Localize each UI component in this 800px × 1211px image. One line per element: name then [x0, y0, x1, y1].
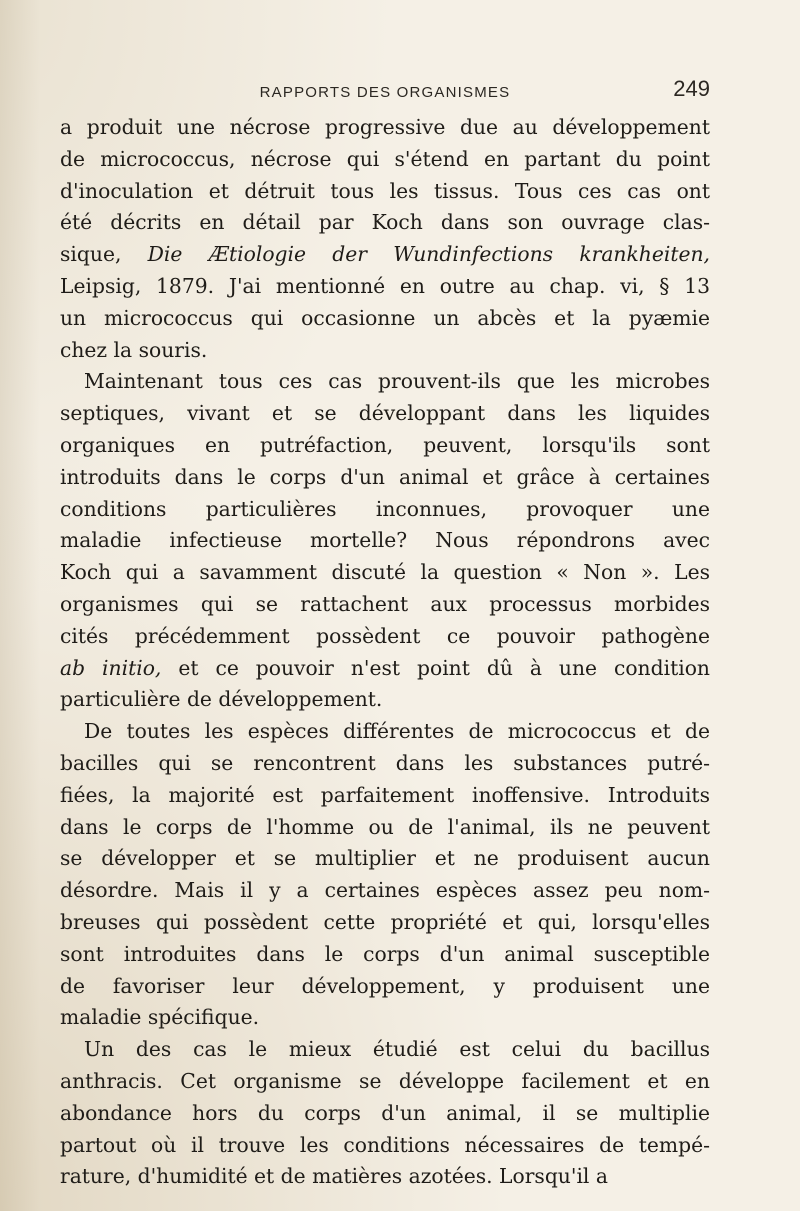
text-line: se développer et se multiplier et ne produisent aucun	[60, 846, 710, 871]
text-line: rature, d'humidité et de matières azotées. Lorsqu'il a	[60, 1164, 608, 1189]
text-segment: et ce pouvoir n'est point dû à une condition	[178, 655, 710, 680]
text-line: particulière de développement.	[60, 687, 383, 712]
page-number: 249	[673, 76, 710, 101]
text-line: d'inoculation et détruit tous les tissus. Tous ces cas ont	[60, 178, 710, 203]
text-line: Un des cas le mieux étudié est celui du bacillus	[84, 1037, 710, 1062]
text-line: organiques en putréfaction, peuvent, lorsqu'ils sont	[60, 432, 710, 457]
running-title: RAPPORTS DES ORGANISMES	[259, 84, 511, 101]
text-line: conditions particulières inconnues, provoquer une	[60, 496, 710, 521]
text-line: abondance hors du corps d'un animal, il se multiplie	[60, 1100, 710, 1125]
text-line: cités précédemment possèdent ce pouvoir pathogène	[60, 623, 710, 648]
text-line: maladie spécifique.	[60, 1005, 260, 1030]
text-line: De toutes les espèces différentes de micrococcus et de	[84, 719, 710, 744]
book-title: Die Ætiologie der Wundinfections krankheiten,	[147, 242, 710, 267]
text-line: Maintenant tous ces cas prouvent-ils que les microbes	[84, 369, 710, 394]
latin-phrase: ab initio,	[60, 655, 162, 680]
text-line	[60, 239, 710, 271]
text-line: organismes qui se rattachent aux processus morbides	[60, 591, 710, 616]
text-line: maladie infectieuse mortelle? Nous répondrons avec	[60, 528, 710, 553]
text-segment: sique,	[60, 242, 122, 267]
text-line: de micrococcus, nécrose qui s'étend en partant du point	[60, 146, 710, 171]
text-line: bacilles qui se rencontrent dans les substances putré-	[60, 750, 710, 775]
page-header	[60, 76, 710, 106]
text-line: partout où il trouve les conditions nécessaires de tempé-	[60, 1132, 710, 1157]
text-line: introduits dans le corps d'un animal et grâce à certaines	[60, 464, 710, 489]
text-line: fiées, la majorité est parfaitement inoffensive. Introduits	[60, 782, 710, 807]
text-line: été décrits en détail par Koch dans son ouvrage clas-	[60, 210, 710, 235]
text-line: Koch qui a savamment discuté la question « Non ». Les	[60, 560, 710, 585]
text-line: septiques, vivant et se développant dans les liquides	[60, 401, 710, 426]
text-line: sont introduites dans le corps d'un animal susceptible	[60, 941, 710, 966]
text-line: Leipsig, 1879. J'ai mentionné en outre au chap. vi, § 13	[60, 273, 710, 298]
text-line: un micrococcus qui occasionne un abcès et la pyæmie	[60, 305, 710, 330]
text-line: a produit une nécrose progressive due au développement	[60, 115, 710, 139]
text-line: chez la souris.	[60, 337, 208, 362]
text-line: anthracis. Cet organisme se développe facilement et en	[60, 1068, 710, 1093]
text-line	[60, 653, 710, 685]
text-line: dans le corps de l'homme ou de l'animal, ils ne peuvent	[60, 814, 710, 839]
text-line: de favoriser leur développement, y produisent une	[60, 973, 710, 998]
text-line: breuses qui possèdent cette propriété et qui, lorsqu'elles	[60, 909, 710, 934]
body-text	[60, 112, 710, 1193]
text-line: désordre. Mais il y a certaines espèces assez peu nom-	[60, 878, 710, 903]
